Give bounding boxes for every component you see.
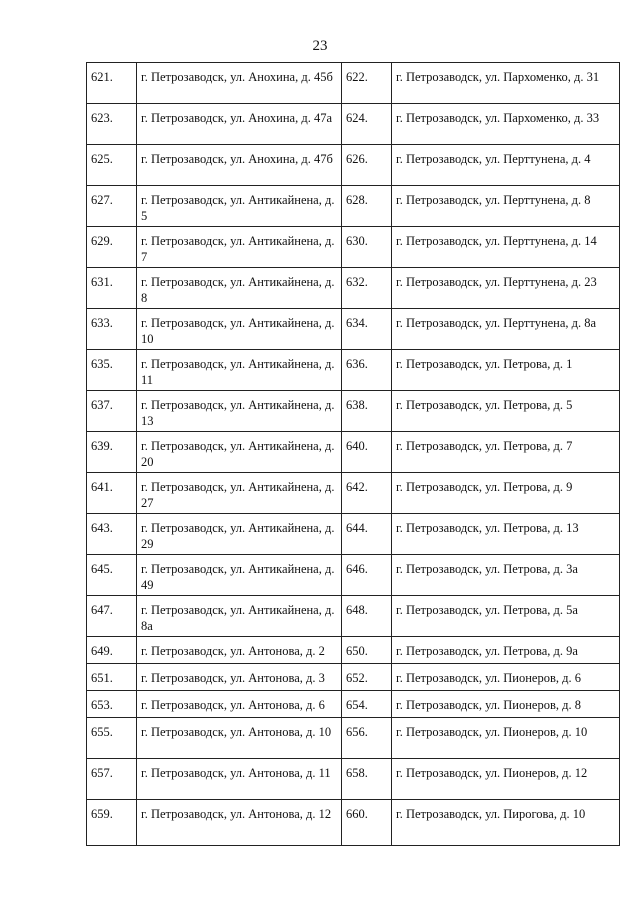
address-cell: г. Петрозаводск, ул. Петрова, д. 5а: [392, 596, 620, 637]
row-number-cell: 636.: [342, 350, 392, 391]
address-cell: г. Петрозаводск, ул. Перттунена, д. 8: [392, 186, 620, 227]
row-number-cell: 625.: [87, 145, 137, 186]
row-number-cell: 628.: [342, 186, 392, 227]
table-row: [87, 691, 620, 718]
row-number-cell: 659.: [87, 800, 137, 846]
address-cell: г. Петрозаводск, ул. Антонова, д. 3: [137, 664, 342, 691]
row-number-cell: 637.: [87, 391, 137, 432]
table-row: [87, 309, 620, 350]
address-cell: г. Петрозаводск, ул. Пархоменко, д. 33: [392, 104, 620, 145]
address-cell: г. Петрозаводск, ул. Антонова, д. 6: [137, 691, 342, 718]
address-cell: г. Петрозаводск, ул. Перттунена, д. 23: [392, 268, 620, 309]
address-cell: г. Петрозаводск, ул. Антонова, д. 2: [137, 637, 342, 664]
address-cell: г. Петрозаводск, ул. Перттунена, д. 8а: [392, 309, 620, 350]
row-number-cell: 642.: [342, 473, 392, 514]
table-row: [87, 63, 620, 104]
address-cell: г. Петрозаводск, ул. Антикайнена, д. 29: [137, 514, 342, 555]
address-cell: г. Петрозаводск, ул. Антикайнена, д. 7: [137, 227, 342, 268]
row-number-cell: 648.: [342, 596, 392, 637]
address-cell: г. Петрозаводск, ул. Петрова, д. 5: [392, 391, 620, 432]
address-cell: г. Петрозаводск, ул. Антикайнена, д. 13: [137, 391, 342, 432]
row-number-cell: 660.: [342, 800, 392, 846]
table-row: [87, 800, 620, 846]
row-number-cell: 624.: [342, 104, 392, 145]
address-cell: г. Петрозаводск, ул. Пирогова, д. 10: [392, 800, 620, 846]
table-row: [87, 759, 620, 800]
row-number-cell: 644.: [342, 514, 392, 555]
row-number-cell: 640.: [342, 432, 392, 473]
page-number: 23: [312, 38, 328, 54]
table-row: [87, 596, 620, 637]
row-number-cell: 641.: [87, 473, 137, 514]
row-number-cell: 635.: [87, 350, 137, 391]
row-number-cell: 658.: [342, 759, 392, 800]
row-number-cell: 650.: [342, 637, 392, 664]
table-row: [87, 268, 620, 309]
table-row: [87, 227, 620, 268]
row-number-cell: 634.: [342, 309, 392, 350]
address-cell: г. Петрозаводск, ул. Антонова, д. 12: [137, 800, 342, 846]
address-cell: г. Петрозаводск, ул. Петрова, д. 3а: [392, 555, 620, 596]
address-cell: г. Петрозаводск, ул. Петрова, д. 1: [392, 350, 620, 391]
row-number-cell: 626.: [342, 145, 392, 186]
address-cell: г. Петрозаводск, ул. Пархоменко, д. 31: [392, 63, 620, 104]
address-cell: г. Петрозаводск, ул. Петрова, д. 7: [392, 432, 620, 473]
table-row: [87, 432, 620, 473]
address-cell: г. Петрозаводск, ул. Антикайнена, д. 8а: [137, 596, 342, 637]
table-row: [87, 391, 620, 432]
row-number-cell: 649.: [87, 637, 137, 664]
row-number-cell: 645.: [87, 555, 137, 596]
table-row: [87, 664, 620, 691]
address-cell: г. Петрозаводск, ул. Петрова, д. 9а: [392, 637, 620, 664]
address-cell: г. Петрозаводск, ул. Антикайнена, д. 27: [137, 473, 342, 514]
table-row: [87, 555, 620, 596]
row-number-cell: 656.: [342, 718, 392, 759]
row-number-cell: 638.: [342, 391, 392, 432]
address-cell: г. Петрозаводск, ул. Анохина, д. 47б: [137, 145, 342, 186]
row-number-cell: 647.: [87, 596, 137, 637]
row-number-cell: 655.: [87, 718, 137, 759]
address-cell: г. Петрозаводск, ул. Перттунена, д. 4: [392, 145, 620, 186]
address-cell: г. Петрозаводск, ул. Антикайнена, д. 20: [137, 432, 342, 473]
row-number-cell: 643.: [87, 514, 137, 555]
address-cell: г. Петрозаводск, ул. Антикайнена, д. 49: [137, 555, 342, 596]
address-cell: г. Петрозаводск, ул. Антикайнена, д. 10: [137, 309, 342, 350]
table-row: [87, 350, 620, 391]
row-number-cell: 652.: [342, 664, 392, 691]
address-cell: г. Петрозаводск, ул. Перттунена, д. 14: [392, 227, 620, 268]
address-cell: г. Петрозаводск, ул. Антикайнена, д. 8: [137, 268, 342, 309]
row-number-cell: 633.: [87, 309, 137, 350]
address-table: [86, 62, 620, 846]
table-row: [87, 718, 620, 759]
table-row: [87, 145, 620, 186]
row-number-cell: 654.: [342, 691, 392, 718]
row-number-cell: 622.: [342, 63, 392, 104]
row-number-cell: 623.: [87, 104, 137, 145]
row-number-cell: 639.: [87, 432, 137, 473]
address-cell: г. Петрозаводск, ул. Антонова, д. 10: [137, 718, 342, 759]
row-number-cell: 632.: [342, 268, 392, 309]
row-number-cell: 621.: [87, 63, 137, 104]
row-number-cell: 627.: [87, 186, 137, 227]
table-row: [87, 473, 620, 514]
row-number-cell: 629.: [87, 227, 137, 268]
address-cell: г. Петрозаводск, ул. Пионеров, д. 8: [392, 691, 620, 718]
address-cell: г. Петрозаводск, ул. Антонова, д. 11: [137, 759, 342, 800]
row-number-cell: 651.: [87, 664, 137, 691]
address-cell: г. Петрозаводск, ул. Петрова, д. 9: [392, 473, 620, 514]
address-cell: г. Петрозаводск, ул. Анохина, д. 47а: [137, 104, 342, 145]
row-number-cell: 630.: [342, 227, 392, 268]
address-cell: г. Петрозаводск, ул. Пионеров, д. 10: [392, 718, 620, 759]
row-number-cell: 631.: [87, 268, 137, 309]
address-cell: г. Петрозаводск, ул. Анохина, д. 45б: [137, 63, 342, 104]
table-row: [87, 186, 620, 227]
table-row: [87, 514, 620, 555]
row-number-cell: 646.: [342, 555, 392, 596]
address-cell: г. Петрозаводск, ул. Антикайнена, д. 11: [137, 350, 342, 391]
row-number-cell: 657.: [87, 759, 137, 800]
row-number-cell: 653.: [87, 691, 137, 718]
address-cell: г. Петрозаводск, ул. Антикайнена, д. 5: [137, 186, 342, 227]
address-cell: г. Петрозаводск, ул. Пионеров, д. 6: [392, 664, 620, 691]
table-row: [87, 104, 620, 145]
address-cell: г. Петрозаводск, ул. Пионеров, д. 12: [392, 759, 620, 800]
table-row: [87, 637, 620, 664]
address-cell: г. Петрозаводск, ул. Петрова, д. 13: [392, 514, 620, 555]
